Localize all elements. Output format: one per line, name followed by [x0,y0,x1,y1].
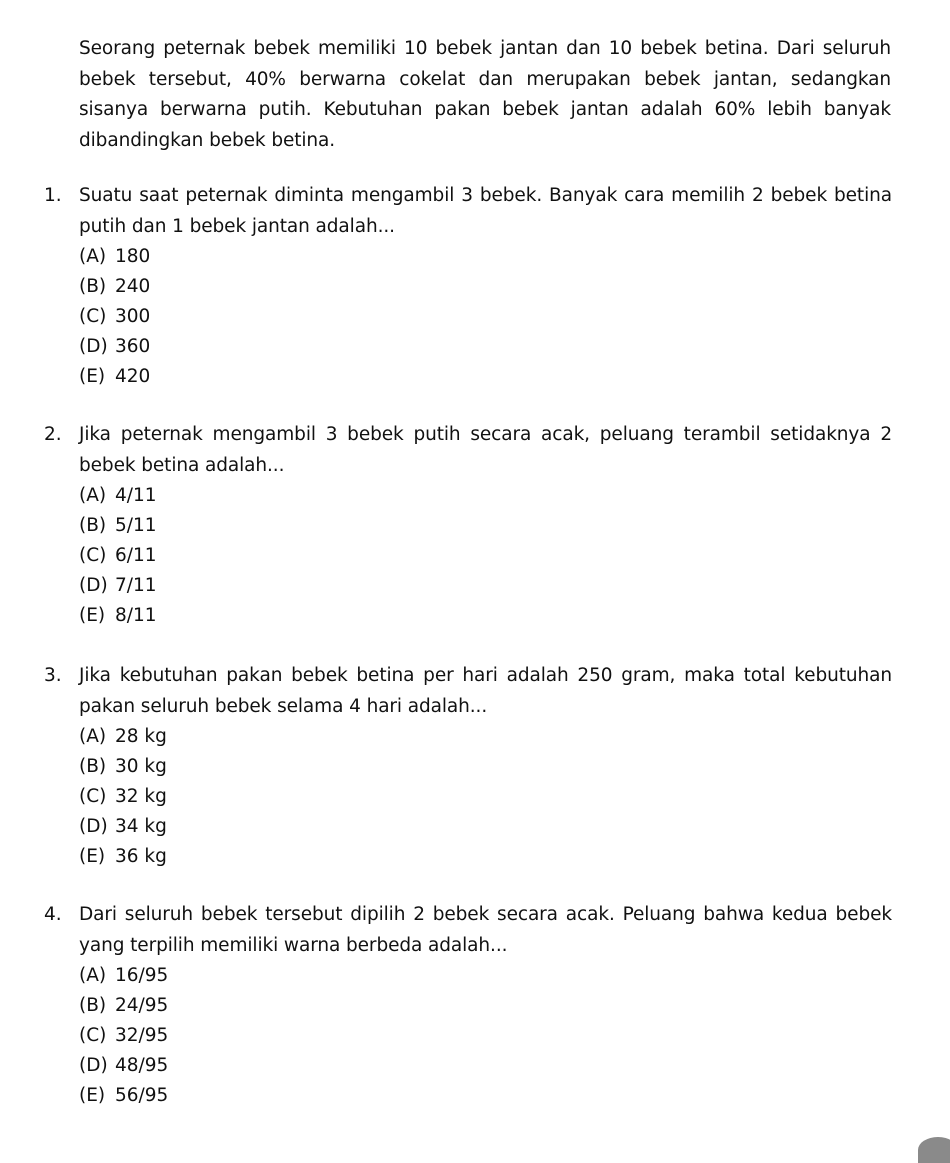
option-e[interactable] [79,362,892,392]
option-a[interactable] [79,722,892,752]
question-number: 2. [44,424,62,445]
option-value: 420 [115,366,151,387]
option-value: 30 kg [115,756,167,777]
question-number: 3. [44,665,62,686]
option-list [79,961,892,1111]
option-c[interactable] [79,1021,892,1051]
option-value: 180 [115,246,151,267]
option-c[interactable] [79,302,892,332]
option-letter: (C) [79,1025,107,1046]
option-b[interactable] [79,511,892,541]
intro-paragraph: Seorang peternak bebek memiliki 10 bebek jantan dan 10 bebek betina. Dari seluruh bebek tersebut, 40% berwarna cokelat dan merupakan bebek jantan, sedangkan sisanya berwarna putih. Kebutuhan pakan bebek jantan adalah 60% lebih banyak dibandingkan bebek betina. [79,38,891,151]
option-letter: (E) [79,366,106,387]
question-text: Jika peternak mengambil 3 bebek putih secara acak, peluang terambil setidaknya 2 bebek betina adalah... [79,424,892,476]
option-value: 8/11 [115,605,157,626]
question-1 [44,181,892,392]
option-letter: (A) [79,485,107,506]
question-4 [44,900,892,1111]
question-2 [44,420,892,631]
option-letter: (D) [79,816,108,837]
option-e[interactable] [79,842,892,872]
question-number: 1. [44,185,62,206]
option-d[interactable] [79,571,892,601]
option-a[interactable] [79,242,892,272]
option-value: 6/11 [115,545,157,566]
option-c[interactable] [79,782,892,812]
option-b[interactable] [79,752,892,782]
option-list [79,481,892,631]
question-number: 4. [44,904,62,925]
option-letter: (B) [79,515,107,536]
option-letter: (D) [79,1055,108,1076]
option-letter: (A) [79,246,107,267]
option-d[interactable] [79,1051,892,1081]
option-letter: (B) [79,276,107,297]
option-letter: (E) [79,605,106,626]
option-value: 7/11 [115,575,157,596]
option-letter: (B) [79,756,107,777]
option-value: 24/95 [115,995,169,1016]
question-3 [44,661,892,872]
option-letter: (B) [79,995,107,1016]
option-letter: (A) [79,965,107,986]
option-letter: (C) [79,786,107,807]
option-b[interactable] [79,991,892,1021]
option-a[interactable] [79,961,892,991]
option-value: 28 kg [115,726,167,747]
option-letter: (A) [79,726,107,747]
option-letter: (D) [79,575,108,596]
question-text: Dari seluruh bebek tersebut dipilih 2 bebek secara acak. Peluang bahwa kedua bebek yang terpilih memiliki warna berbeda adalah... [79,904,892,956]
option-value: 360 [115,336,151,357]
option-value: 32/95 [115,1025,169,1046]
option-letter: (E) [79,846,106,867]
option-value: 16/95 [115,965,169,986]
option-value: 56/95 [115,1085,169,1106]
option-e[interactable] [79,1081,892,1111]
option-value: 34 kg [115,816,167,837]
option-e[interactable] [79,601,892,631]
question-text: Jika kebutuhan pakan bebek betina per hari adalah 250 gram, maka total kebutuhan pakan seluruh bebek selama 4 hari adalah... [79,665,892,717]
option-list [79,242,892,392]
option-a[interactable] [79,481,892,511]
option-value: 4/11 [115,485,157,506]
option-letter: (C) [79,545,107,566]
option-value: 5/11 [115,515,157,536]
option-c[interactable] [79,541,892,571]
option-list [79,722,892,872]
option-value: 32 kg [115,786,167,807]
option-value: 240 [115,276,151,297]
page-corner-decoration [918,1137,950,1163]
option-letter: (D) [79,336,108,357]
option-d[interactable] [79,812,892,842]
option-letter: (C) [79,306,107,327]
option-letter: (E) [79,1085,106,1106]
option-b[interactable] [79,272,892,302]
question-text: Suatu saat peternak diminta mengambil 3 bebek. Banyak cara memilih 2 bebek betina putih dan 1 bebek jantan adalah... [79,185,892,237]
option-value: 36 kg [115,846,167,867]
option-value: 300 [115,306,151,327]
option-value: 48/95 [115,1055,169,1076]
option-d[interactable] [79,332,892,362]
